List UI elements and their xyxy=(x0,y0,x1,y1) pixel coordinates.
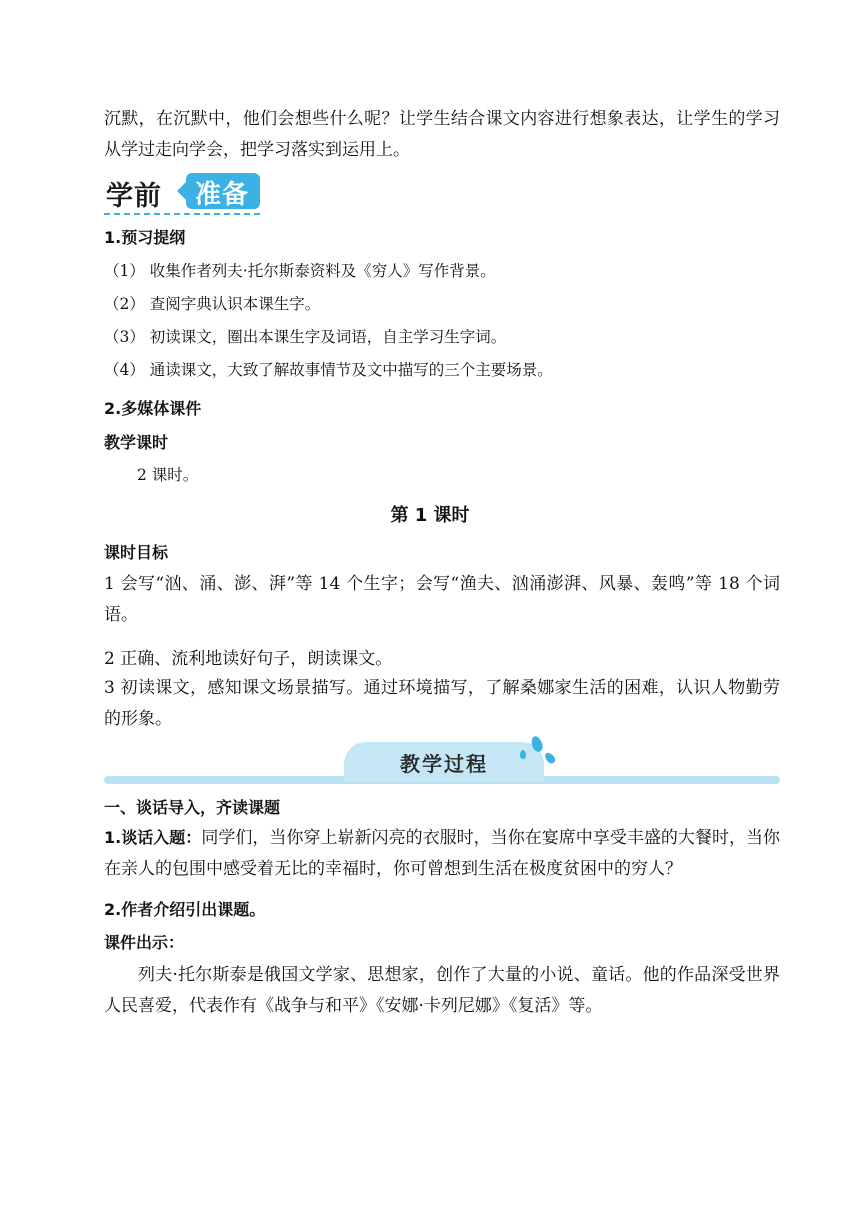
courseware-label: 课件出示： xyxy=(104,933,185,952)
prep-banner-underline xyxy=(104,213,260,215)
preview-item-4: （4） 通读课文，大致了解故事情节及文中描写的三个主要场景。 xyxy=(104,361,553,379)
hours-heading: 教学课时 xyxy=(104,433,169,452)
preview-item-1: （1） 收集作者列夫·托尔斯泰资料及《穷人》写作背景。 xyxy=(104,262,496,280)
intro-paragraph: 沉默，在沉默中，他们会想些什么呢？让学生结合课文内容进行想象表达，让学生的学习从学过走向学会，把学习落实到运用上。 xyxy=(104,109,780,160)
water-drop-icon xyxy=(520,750,526,759)
courseware-text: 列夫·托尔斯泰是俄国文学家、思想家，创作了大量的小说、童话。他的作品深受世界人民喜爱，代表作有《战争与和平》《安娜·卡列尼娜》《复活》等。 xyxy=(104,965,780,1016)
section1-heading: 一、谈话导入，齐读课题 xyxy=(104,798,281,817)
prep-banner-tag xyxy=(186,173,260,209)
process-banner-tab xyxy=(344,742,544,782)
goal-item-1: 1 会写“汹、涌、澎、湃”等 14 个生字；会写“渔夫、汹涌澎湃、风暴、轰鸣”等 18 个词语。 xyxy=(104,574,780,625)
goal-item-2: 2 正确、流利地读好句子，朗读课文。 xyxy=(104,649,393,669)
process-banner xyxy=(104,736,780,786)
preview-item-2: （2） 查阅字典认识本课生字。 xyxy=(104,295,321,313)
process-banner-title: 教学过程 xyxy=(400,752,488,776)
section1-step1 xyxy=(104,822,780,885)
prep-banner-part2: 准备 xyxy=(195,180,250,210)
goals-heading: 课时目标 xyxy=(104,543,169,562)
goal-item-3: 3 初读课文，感知课文场景描写。通过环境描写，了解桑娜家生活的困难，认识人物勤劳的形象。 xyxy=(104,678,780,729)
water-drop-icon xyxy=(543,751,557,765)
lesson-title: 第 1 课时 xyxy=(390,505,470,526)
media-heading: 2.多媒体课件 xyxy=(104,399,202,418)
section1-step2: 2.作者介绍引出课题。 xyxy=(104,900,266,919)
preview-heading: 1.预习提纲 xyxy=(104,228,186,247)
prep-banner xyxy=(104,172,260,216)
hours-value: 2 课时。 xyxy=(137,466,199,484)
step1-text: 同学们，当你穿上崭新闪亮的衣服时，当你在宴席中享受丰盛的大餐时，当你在亲人的包围中感受着无比的幸福时，你可曾想到生活在极度贫困中的穷人？ xyxy=(104,828,781,879)
step1-label: 1.谈话入题： xyxy=(104,828,202,847)
preview-item-3: （3） 初读课文，圈出本课生字及词语，自主学习生字词。 xyxy=(104,328,507,346)
prep-banner-part1: 学前 xyxy=(106,181,162,212)
